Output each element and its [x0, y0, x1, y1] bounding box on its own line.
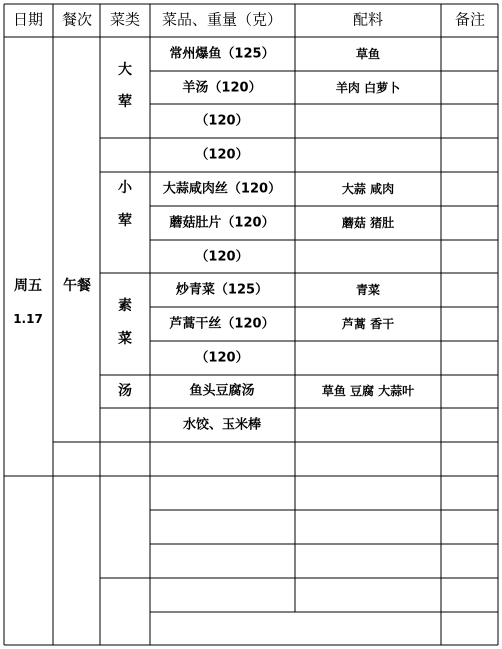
ingredients-cell: 草鱼 [355, 47, 381, 61]
header-ingredients: 配料 [352, 10, 384, 29]
header-date: 日期 [12, 10, 44, 29]
ingredients-cell: 草鱼 豆腐 大蒜叶 [321, 384, 415, 398]
dish-cell: 芦蒿干丝（120） [169, 316, 275, 332]
dish-cell: 水饺、玉米棒 [182, 417, 262, 433]
dish-cell: （120） [195, 113, 249, 129]
meal-label: 午餐 [63, 278, 91, 294]
header-category: 菜类 [109, 10, 141, 29]
ingredients-cell: 青菜 [355, 283, 381, 297]
ingredients-cell: 羊肉 白萝卜 [335, 81, 401, 95]
category-small-2: 荤 [118, 213, 132, 229]
dish-cell: 炒青菜（125） [175, 282, 269, 298]
date-label: 1.17 [13, 312, 43, 326]
category-veg-2: 菜 [118, 331, 132, 347]
dish-cell: 鱼头豆腐汤 [189, 383, 255, 399]
header-dish: 菜品、重量（克） [161, 10, 283, 29]
category-big-2: 荤 [118, 94, 132, 110]
ingredients-cell: 蘑菇 猪肚 [341, 216, 395, 230]
category-veg-1: 素 [118, 298, 132, 314]
dish-cell: （120） [195, 350, 249, 366]
header-meal: 餐次 [61, 10, 93, 29]
dish-cell: 羊汤（120） [182, 80, 262, 96]
ingredients-cell: 大蒜 咸肉 [341, 182, 395, 196]
dish-cell: 蘑菇肚片（120） [169, 215, 275, 231]
dish-cell: （120） [195, 249, 249, 265]
category-big-1: 大 [118, 62, 132, 78]
dish-cell: 常州爆鱼（125） [169, 46, 275, 62]
dish-cell: 大蒜咸肉丝（120） [162, 181, 282, 197]
category-soup: 汤 [118, 383, 132, 399]
dish-cell: （120） [195, 147, 249, 163]
ingredients-cell: 芦蒿 香干 [341, 317, 395, 331]
weekday-label: 周五 [14, 278, 42, 294]
header-remarks: 备注 [454, 10, 486, 29]
category-small-1: 小 [118, 180, 132, 196]
